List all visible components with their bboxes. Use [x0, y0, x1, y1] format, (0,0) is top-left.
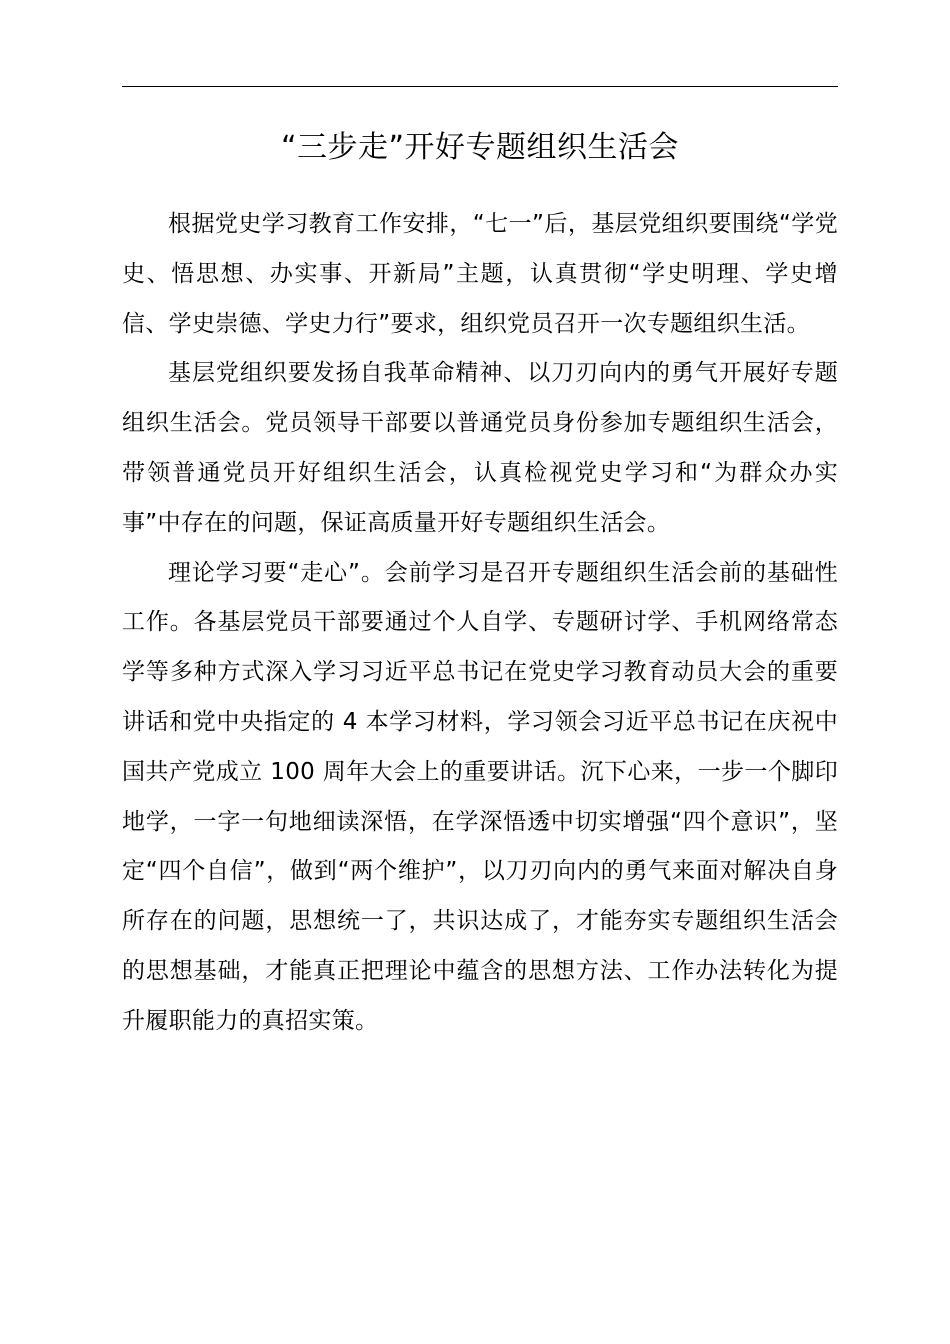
paragraph-2: 基层党组织要发扬自我革命精神、以刀刃向内的勇气开展好专题组织生活会。党员领导干部要以普通党员身份参加专题组织生活会，带领普通党员开好组织生活会，认真检视党史学习和“为群众办实事”中存在的问题，保证高质量开好专题组织生活会。: [122, 360, 838, 536]
document-body: [122, 200, 838, 1047]
header-rule: [122, 86, 838, 87]
document-title: “三步走”开好专题组织生活会: [280, 130, 680, 165]
paragraph-3: 理论学习要“走心”。会前学习是召开专题组织生活会前的基础性工作。各基层党员干部要通过个人自学、专题研讨学、手机网络常态学等多种方式深入学习习近平总书记在党史学习教育动员大会的重要讲话和党中央指定的 4 本学习材料，学习领会习近平总书记在庆祝中国共产党成立 100 周年大会上的重要讲话。沉下心来，一步一个脚印地学，一字一句地细读深悟，在学深悟透中切实增强“四个意识”，坚定“四个自信”，做到“两个维护”，以刀刃向内的勇气来面对解决自身所存在的问题，思想统一了，共识达成了，才能夯实专题组织生活会的思想基础，才能真正把理论中蕴含的思想方法、工作办法转化为提升履职能力的真招实策。: [122, 559, 838, 1034]
paragraph-1: 根据党史学习教育工作安排，“七一”后，基层党组织要围绕“学党史、悟思想、办实事、开新局”主题，认真贯彻“学史明理、学史增信、学史崇德、学史力行”要求，组织党员召开一次专题组织生活。: [122, 211, 838, 337]
